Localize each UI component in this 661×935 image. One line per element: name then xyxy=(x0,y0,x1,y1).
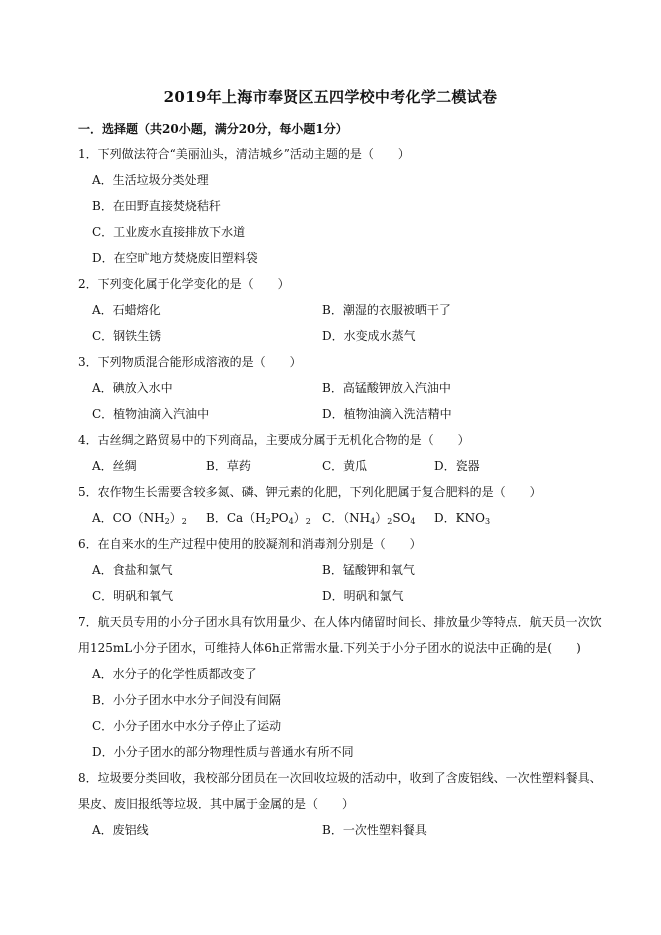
question-4-stem: 4．古丝绸之路贸易中的下列商品，主要成分属于无机化合物的是（ ） xyxy=(78,433,470,447)
question-8-option-a: A．废铝线 xyxy=(92,823,149,837)
question-1-option-a: A．生活垃圾分类处理 xyxy=(92,173,209,187)
question-7-option-d: D．小分子团水的部分物理性质与普通水有所不同 xyxy=(92,745,354,759)
question-3-stem: 3．下列物质混合能形成溶液的是（ ） xyxy=(78,355,302,369)
question-7-stem-line-1: 7．航天员专用的小分子团水具有饮用量少、在人体内储留时间长、排放量少等特点．航天员一次饮 xyxy=(78,615,602,629)
question-3-option-b: B．高锰酸钾放入汽油中 xyxy=(322,381,451,395)
question-5-option-a: A．$CO(NH_2)_2$ xyxy=(92,511,187,526)
question-2-option-d: D．水变成水蒸气 xyxy=(322,329,416,343)
question-5-option-c: C．$(NH_4)_2SO_4$ xyxy=(322,511,416,526)
question-4-option-b: B．草药 xyxy=(206,459,251,473)
question-1-option-d: D．在空旷地方焚烧废旧塑料袋 xyxy=(92,251,258,265)
question-7-stem-line-2: 用125mL小分子团水，可维持人体6h正常需水量.下列关于小分子团水的说法中正确的是( ) xyxy=(78,641,581,655)
question-5-option-b: B．$Ca(H_2PO_4)_2$ xyxy=(206,511,311,526)
question-2-option-a: A．石蜡熔化 xyxy=(92,303,161,317)
question-1-option-b: B．在田野直接焚烧秸秆 xyxy=(92,199,221,213)
question-5-stem: 5．农作物生长需要含较多氮、磷、钾元素的化肥，下列化肥属于复合肥料的是（ ） xyxy=(78,485,542,499)
question-2-option-b: B．潮湿的衣服被晒干了 xyxy=(322,303,451,317)
section-heading: 一．选择题（共20小题，满分20分，每小题1分） xyxy=(78,122,348,136)
question-7-option-c: C．小分子团水中水分子停止了运动 xyxy=(92,719,282,733)
question-4-option-c: C．黄瓜 xyxy=(322,459,368,473)
question-3-option-a: A．碘放入水中 xyxy=(92,381,173,395)
question-8-stem-line-1: 8．垃圾要分类回收，我校部分团员在一次回收垃圾的活动中，收到了含废铝线、一次性塑料餐具、 xyxy=(78,771,602,785)
question-6-stem: 6．在自来水的生产过程中使用的胶凝剂和消毒剂分别是（ ） xyxy=(78,537,422,551)
question-7-option-b: B．小分子团水中水分子间没有间隔 xyxy=(92,693,281,707)
question-7-option-a: A．水分子的化学性质都改变了 xyxy=(92,667,257,681)
question-3-option-c: C．植物油滴入汽油中 xyxy=(92,407,210,421)
question-6-option-c: C．明矾和氧气 xyxy=(92,589,174,603)
question-1-option-c: C．工业废水直接排放下水道 xyxy=(92,225,246,239)
question-8-option-b: B．一次性塑料餐具 xyxy=(322,823,427,837)
question-6-option-d: D．明矾和氯气 xyxy=(322,589,404,603)
question-4-option-d: D．瓷器 xyxy=(434,459,480,473)
question-6-option-b: B．锰酸钾和氧气 xyxy=(322,563,415,577)
question-5-option-d: D．$KNO_3$ xyxy=(434,511,491,526)
page-title: 2019年上海市奉贤区五四学校中考化学二模试卷 xyxy=(163,88,498,106)
question-3-option-d: D．植物油滴入洗洁精中 xyxy=(322,407,452,421)
question-2-option-c: C．钢铁生锈 xyxy=(92,329,162,343)
question-2-stem: 2．下列变化属于化学变化的是（ ） xyxy=(78,277,290,291)
question-6-option-a: A．食盐和氯气 xyxy=(92,563,173,577)
question-8-stem-line-2: 果皮、废旧报纸等垃圾．其中属于金属的是（ ） xyxy=(78,797,355,811)
question-4-option-a: A．丝绸 xyxy=(92,459,137,473)
question-1-stem: 1．下列做法符合“美丽汕头，清洁城乡”活动主题的是（ ） xyxy=(78,147,410,161)
